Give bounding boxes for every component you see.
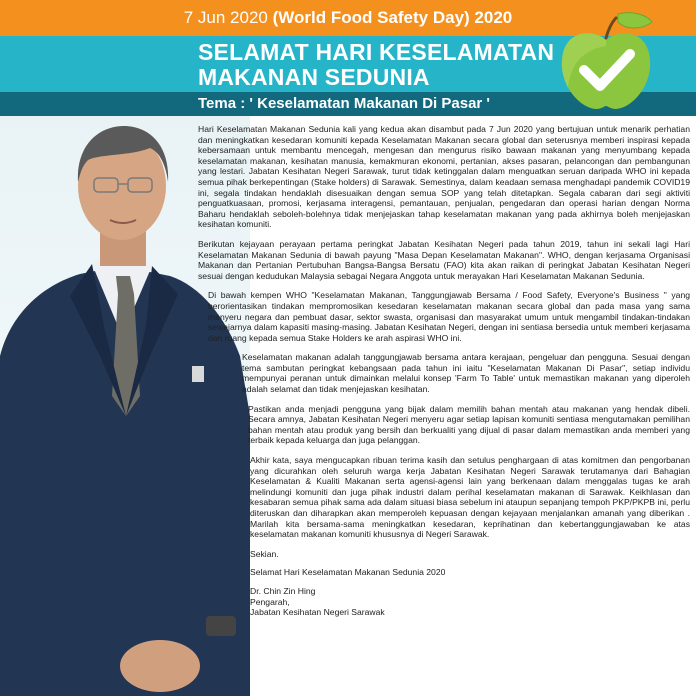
letter-paragraph-4: Keselamatan makanan adalah tanggungjawab bersama antara kerajaan, pengeluar dan pengguna. Sesuai dengan tema sambutan peringkat kebangsaan pada tahun ini iaitu "Keselamatan Makanan Di Pasar", setiap individu mempunyai peranan untuk dimainkan melalui konsep 'Farm To Table' untuk memastikan makanan yang diperoleh adalah selamat dan tidak menjejaskan kesihatan. [242, 352, 690, 395]
apple-check-icon [556, 8, 656, 114]
title-line-2: MAKANAN SEDUNIA [198, 64, 430, 90]
signatory-title: Pengarah, [250, 596, 290, 607]
letter-body [192, 124, 690, 618]
greeting-text: Selamat Hari Keselamatan Makanan Sedunia 2020 [250, 567, 446, 578]
signatory-org: Jabatan Kesihatan Negeri Sarawak [250, 607, 385, 618]
signatory-name: Dr. Chin Zin Hing [250, 585, 316, 596]
letter-paragraph-2: Berikutan kejayaan perayaan pertama peringkat Jabatan Kesihatan Negeri pada tahun 2019, tahun ini sekali lagi Hari Keselamatan Makanan Sedunia di bawah payung "Masa Depan Keselamatan Makanan". WHO, dengan kerjasama Organisasi Makanan dan Pertanian Pertubuhan Bangsa-Bangsa Bersatu (FAO) kita akan raikan di peringkat Jabatan Kesihatan Negeri sesuai dengan kedudukan Malaysia sebagai Negara Anggota untuk merayakan Hari Keselamatan Makanan Sedunia. [198, 238, 690, 281]
letter-paragraph-5: Pastikan anda menjadi pengguna yang bijak dalam memilih bahan mentah atau makanan yang hendak dibeli. Secara amnya, Jabatan Kesihatan Negeri menyeru agar setiap lapisan komuniti sentiasa mengutamakan pemilihan bahan mentah atau produk yang bersih dan berkualiti yang dijual di pasar dalam memastikan anda memberi yang terbaik kepada keluarga dan juga pelanggan. [248, 403, 690, 446]
closing-text: Sekian. [250, 548, 279, 559]
title-line-1: SELAMAT HARI KESELAMATAN [198, 39, 555, 65]
letter-paragraph-3: Di bawah kempen WHO "Keselamatan Makanan, Tanggungjawab Bersama / Food Safety, Everyone's Business " yang berorientasikan tindakan mempromosikan kesedaran keselamatan makanan secara global dan pada masa yang sama menyeru negara dan pembuat dasar, sektor swasta, organisasi dan masyarakat umum untuk mengambil tindakan-tindakan sewajarnya dalam kapasiti masing-masing. Jabatan Kesihatan Negeri, dengan ini sentiasa bersedia untuk memberi kerjasama dan ruang kepada semua Stake Holders ke arah aspirasi WHO ini. [208, 290, 690, 343]
letter-paragraph-6: Akhir kata, saya mengucapkan ribuan terima kasih dan setulus penghargaan di atas komitmen dan pengorbanan yang dicurahkan oleh seluruh warga kerja Jabatan Kesihatan Negeri Sarawak terutamanya dari Bahagian Keselamatan & Kualiti Makanan serta agensi-agensi lain yang berkenaan dalam menggalas tugas ke arah melindungi komuniti dan juga pihak industri dalam perihal keselamatan makanan di Sarawak. Keikhlasan dan kesabaran semua pihak sama ada dalam situasi biasa sebelum ini ataupun sepanjang tempoh PKP/PKPB ini, perlu diteruskan dan diharapkan akan memperoleh kepuasan dengan kejayaan menjalankan amanah yang diberikan . Marilah kita bersama-sama meningkatkan kesedaran, keprihatinan dan kebertanggungjawaban ke atas keselamatan makanan komuniti khususnya di Negeri Sarawak. [250, 455, 690, 540]
signature-block [192, 549, 690, 618]
page-title [198, 40, 554, 90]
theme-title: Tema : ' Keselamatan Makanan Di Pasar ' [198, 95, 490, 112]
banner-date: 7 Jun 2020 [183, 8, 268, 27]
letter-paragraph-1: Hari Keselamatan Makanan Sedunia kali yang kedua akan disambut pada 7 Jun 2020 yang bertujuan untuk menarik perhatian dan meningkatkan kesedaran komuniti kepada Keselamatan Makanan secara global dan seterusnya memberi inspirasi kepada kebersamaan untuk membantu mencegah, mengesan dan mengurus risiko bawaan makanan yang menyumbang kepada keselamatan makanan, kesihatan manusia, kemakmuran ekonomi, pertanian, akses pasaran, pelancongan dan pembangunan yang lestari. Jabatan Kesihatan Negeri Sarawak, turut tidak ketinggalan dalam menguatkan seruan daripada WHO ini kepada semua pihak berkepentingan (Stake holders) di Sarawak. Semestinya, dalam keadaan semasa menghadapi pandemik COVID19 ini, segala tindakan hendaklah disesuaikan dengan semua SOP yang telah ditetapkan. Segala cabaran dari segi aktiviti penguatkuasaan, promosi, kerjasama interagensi, pemantauan, penjualan, pengedaran dan operasi harian dengan Norma Baharu hendaklah seboleh-bolehnya tidak menjejaskan tahap keselamatan makanan yang pada akhirnya boleh menjejaskan kesihatan komuniti. [198, 124, 690, 230]
banner-event: (World Food Safety Day) 2020 [272, 8, 513, 27]
